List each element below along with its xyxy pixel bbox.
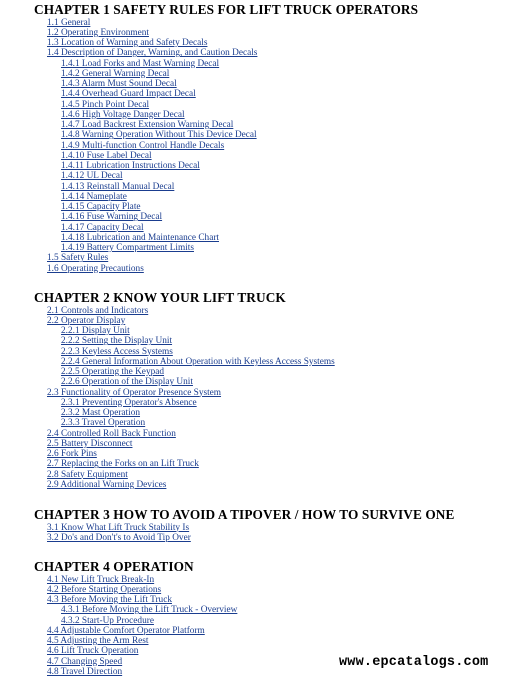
toc-section-link[interactable]: 3.2 Do's and Don't's to Avoid Tip Over [47, 532, 191, 543]
toc-section-link[interactable]: 2.6 Fork Pins [47, 449, 97, 459]
toc-subsection-link[interactable]: 1.4.1 Load Forks and Mast Warning Decal [61, 58, 220, 69]
toc-section-link[interactable]: 1.6 Operating Precautions [47, 263, 144, 274]
toc-subsection-link[interactable]: 2.2.1 Display Unit [61, 326, 130, 336]
toc-section-link[interactable]: 1.2 Operating Environment [47, 27, 149, 38]
toc-subsection-link[interactable]: 2.2.4 General Information About Operation with Keyless Access Systems [61, 356, 335, 367]
toc-subsection-link[interactable]: 1.4.13 Reinstall Manual Decal [61, 181, 175, 192]
toc-subsection-link[interactable]: 1.4.19 Battery Compartment Limits [61, 243, 194, 253]
toc-subsection-link[interactable]: 1.4.3 Alarm Must Sound Decal [61, 79, 177, 89]
toc-subsection-link[interactable]: 2.2.3 Keyless Access Systems [61, 346, 173, 357]
toc-section-link[interactable]: 4.1 New Lift Truck Break-In [47, 574, 155, 585]
toc-section-link[interactable]: 2.9 Additional Warning Devices [47, 479, 167, 490]
toc-subsection-link[interactable]: 1.4.10 Fuse Label Decal [61, 150, 152, 161]
toc-section-link[interactable]: 2.3 Functionality of Operator Presence System [47, 387, 222, 398]
toc-subsection-link[interactable]: 1.4.8 Warning Operation Without This Device Decal [61, 130, 257, 141]
toc-subsection-link[interactable]: 1.4.4 Overhead Guard Impact Decal [61, 89, 196, 100]
chapter-heading: CHAPTER 2 KNOW YOUR LIFT TRUCK [34, 290, 286, 305]
toc-section-link[interactable]: 4.5 Adjusting the Arm Rest [47, 636, 149, 646]
toc-section-link[interactable]: 1.3 Location of Warning and Safety Decals [47, 38, 208, 48]
chapter-heading: CHAPTER 1 SAFETY RULES FOR LIFT TRUCK OPERATORS [34, 2, 419, 17]
toc-subsection-link[interactable]: 1.4.12 UL Decal [61, 171, 123, 182]
toc-subsection-link[interactable]: 2.2.2 Setting the Display Unit [61, 336, 173, 347]
toc-subsection-link[interactable]: 4.3.1 Before Moving the Lift Truck - Overview [61, 605, 238, 616]
watermark: www.epcatalogs.com [339, 655, 489, 670]
toc-section-link[interactable]: 1.4 Description of Danger, Warning, and Caution Decals [47, 48, 258, 59]
toc-subsection-link[interactable]: 4.3.2 Start-Up Procedure [61, 615, 154, 626]
toc-section-link[interactable]: 4.3 Before Moving the Lift Truck [47, 595, 172, 605]
chapter-heading: CHAPTER 4 OPERATION [34, 559, 194, 574]
toc-section-link[interactable]: 4.4 Adjustable Comfort Operator Platform [47, 625, 205, 636]
toc-subsection-link[interactable]: 2.3.2 Mast Operation [61, 408, 141, 418]
toc-section-link[interactable]: 2.4 Controlled Roll Back Function [47, 428, 176, 439]
toc-section-link[interactable]: 1.5 Safety Rules [47, 253, 109, 264]
toc-section-link[interactable]: 2.2 Operator Display [47, 315, 126, 326]
toc-subsection-link[interactable]: 1.4.2 General Warning Decal [61, 68, 170, 79]
toc-subsection-link[interactable]: 2.3.1 Preventing Operator's Absence [61, 397, 197, 408]
toc-section-link[interactable]: 3.1 Know What Lift Truck Stability Is [47, 522, 190, 533]
toc-subsection-link[interactable]: 1.4.7 Load Backrest Extension Warning Decal [61, 120, 234, 130]
toc-subsection-link[interactable]: 1.4.9 Multi-function Control Handle Decals [61, 140, 225, 151]
toc-subsection-link[interactable]: 2.2.6 Operation of the Display Unit [61, 377, 193, 388]
toc-subsection-link[interactable]: 1.4.17 Capacity Decal [61, 222, 144, 233]
toc-section-link[interactable]: 4.6 Lift Truck Operation [47, 646, 139, 657]
toc-subsection-link[interactable]: 1.4.15 Capacity Plate [61, 202, 141, 212]
toc-section-link[interactable]: 2.7 Replacing the Forks on an Lift Truck [47, 459, 199, 470]
toc-section-link[interactable]: 2.1 Controls and Indicators [47, 305, 149, 316]
toc-subsection-link[interactable]: 1.4.18 Lubrication and Maintenance Chart [61, 232, 219, 243]
toc-subsection-link[interactable]: 1.4.5 Pinch Point Decal [61, 99, 150, 110]
toc-subsection-link[interactable]: 2.2.5 Operating the Keypad [61, 367, 165, 377]
toc-subsection-link[interactable]: 1.4.16 Fuse Warning Decal [61, 212, 163, 223]
toc-section-link[interactable]: 4.2 Before Starting Operations [47, 584, 162, 595]
chapter-heading: CHAPTER 3 HOW TO AVOID A TIPOVER / HOW TO SURVIVE ONE [34, 507, 455, 522]
toc-section-link[interactable]: 2.5 Battery Disconnect [47, 438, 133, 449]
toc-subsection-link[interactable]: 1.4.11 Lubrication Instructions Decal [61, 161, 200, 171]
toc-section-link[interactable]: 4.7 Changing Speed [47, 656, 123, 667]
toc-subsection-link[interactable]: 2.3.3 Travel Operation [61, 418, 146, 429]
toc-section-link[interactable]: 1.1 General [47, 17, 91, 28]
toc-section-link[interactable]: 2.8 Safety Equipment [47, 469, 128, 480]
toc-subsection-link[interactable]: 1.4.14 Nameplate [61, 191, 127, 202]
toc-subsection-link[interactable]: 1.4.6 High Voltage Danger Decal [61, 109, 185, 120]
toc-section-link[interactable]: 4.8 Travel Direction [47, 666, 123, 677]
